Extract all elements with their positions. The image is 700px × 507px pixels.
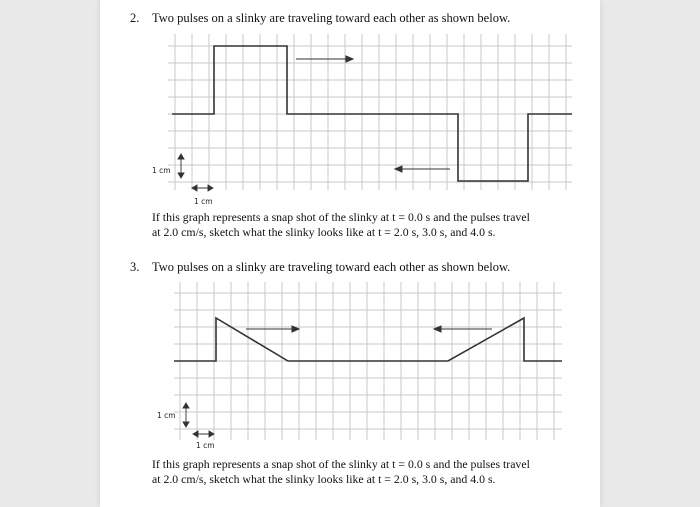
q2-scale-vertical-label: 1 cm [152, 166, 171, 175]
q2-heading-text: Two pulses on a slinky are traveling toward each other as shown below. [152, 11, 511, 25]
worksheet-page [100, 0, 600, 507]
q3-caption-line1: If this graph represents a snap shot of the slinky at t = 0.0 s and the pulses travel [152, 457, 530, 471]
q3-slinky-shape [174, 318, 562, 361]
q3-scale-horizontal-label: 1 cm [196, 441, 215, 450]
q2-caption-line2: at 2.0 cm/s, sketch what the slinky looks like at t = 2.0 s, 3.0 s, and 4.0 s. [152, 225, 496, 239]
q3-scale-horizontal [193, 431, 214, 437]
q3-scale-vertical [183, 403, 189, 427]
q3-caption [152, 457, 530, 487]
q3-number: 3. [130, 260, 140, 274]
q3-caption-line2: at 2.0 cm/s, sketch what the slinky looks like at t = 2.0 s, 3.0 s, and 4.0 s. [152, 472, 496, 486]
q2-number: 2. [130, 11, 140, 25]
q3-graph [100, 0, 600, 507]
q2-caption-line1: If this graph represents a snap shot of the slinky at t = 0.0 s and the pulses travel [152, 210, 530, 224]
q3-heading-text: Two pulses on a slinky are traveling toward each other as shown below. [152, 260, 511, 274]
q3-scale-vertical-label: 1 cm [157, 411, 176, 420]
q2-scale-horizontal-label: 1 cm [194, 197, 213, 206]
